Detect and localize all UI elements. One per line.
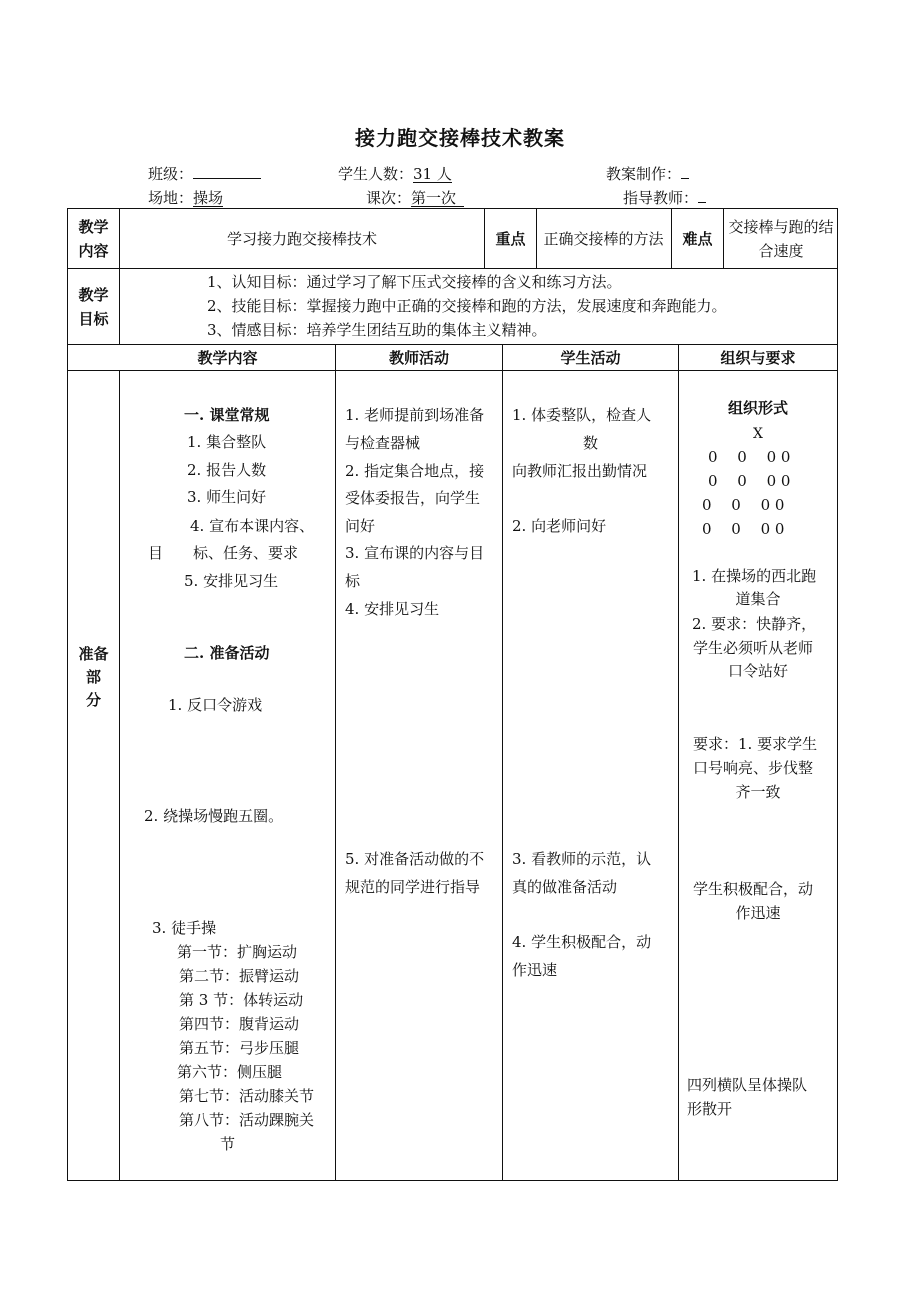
students-value: 31 人 (413, 165, 452, 183)
org-title: 组织形式 (727, 399, 788, 417)
teacher-line: 5. 对准备活动做的不 (345, 850, 485, 868)
class-field (148, 163, 261, 184)
row1-header-line1: 教学 (78, 217, 109, 236)
goal-2: 2、技能目标：掌握接力跑中正确的交接棒和跑的方法，发展速度和奔跑能力。 (207, 297, 727, 315)
formation-row: 0 0 0 0 (708, 448, 791, 466)
org-req-line: 口令站好 (727, 662, 788, 680)
guide-field (623, 187, 706, 208)
guide-label: 指导教师： (623, 189, 699, 207)
teacher-position-mark: X (753, 426, 763, 442)
col-header-content: 教学内容 (197, 348, 258, 367)
org-req-line: 要求：1. 要求学生 (693, 735, 818, 753)
venue-value: 操场 (193, 189, 224, 207)
warmup-jog: 2. 绕操场慢跑五圈。 (144, 807, 284, 825)
org-req-line: 齐一致 (735, 783, 781, 801)
guide-blank (698, 202, 706, 203)
col-header-teacher: 教师活动 (388, 348, 449, 367)
col-header-org: 组织与要求 (720, 348, 796, 367)
teacher-line: 2. 指定集合地点，接 (345, 462, 485, 480)
row1-header (68, 209, 119, 268)
org-req-line: 口号响亮、步伐整 (693, 759, 814, 777)
goal-3: 3、情感目标：培养学生团结互助的集体主义精神。 (207, 321, 547, 339)
gym-section: 第二节：振臂运动 (179, 967, 300, 985)
key-point-value: 正确交接棒的方法 (543, 229, 664, 248)
author-label: 教案制作： (606, 165, 682, 183)
teacher-line: 3. 宣布课的内容与目 (345, 544, 485, 562)
page-title: 接力跑交接棒技术教案 (355, 126, 565, 150)
formation-row: 0 0 0 0 (702, 496, 785, 514)
org-req-line: 道集合 (735, 590, 781, 608)
routine-item: 3. 师生问好 (187, 488, 267, 506)
student-line: 真的做准备活动 (512, 878, 618, 896)
org-req-line: 作迅速 (735, 904, 781, 922)
org-req-line: 形散开 (687, 1100, 733, 1118)
formation-row: 0 0 0 0 (702, 520, 785, 538)
student-line: 2. 向老师问好 (512, 517, 607, 535)
student-line: 4. 学生积极配合，动 (512, 933, 652, 951)
student-line: 1. 体委整队，检查人 (512, 406, 652, 424)
gym-section: 第一节：扩胸运动 (177, 943, 298, 961)
warmup-game: 1. 反口令游戏 (168, 696, 263, 714)
col-header-student: 学生活动 (560, 348, 621, 367)
gym-section: 第四节：腹背运动 (179, 1015, 300, 1033)
student-line: 数 (583, 434, 599, 452)
routine-item: 2. 报告人数 (187, 461, 267, 479)
teacher-line: 受体委报告，向学生 (345, 489, 481, 507)
gym-section: 第七节：活动膝关节 (179, 1087, 315, 1105)
row2-header (68, 269, 119, 344)
difficulty-label: 难点 (682, 229, 713, 248)
goal-1: 1、认知目标：通过学习了解下压式交接棒的含义和练习方法。 (207, 273, 622, 291)
student-line: 3. 看教师的示范，认 (512, 850, 652, 868)
org-req-line: 1. 在操场的西北跑 (692, 567, 817, 585)
org-req-line: 学生积极配合，动 (693, 880, 814, 898)
routine-item: 5. 安排见习生 (184, 572, 279, 590)
teacher-line: 标 (345, 572, 361, 590)
gym-section: 第 3 节：体转运动 (179, 991, 304, 1009)
lesson-field (366, 187, 464, 208)
section-label-line1: 准备 (78, 645, 109, 663)
row1-header-line2: 内容 (78, 241, 109, 260)
org-req-line: 四列横队呈体操队 (687, 1076, 808, 1094)
class-label: 班级： (148, 165, 194, 183)
student-line: 作迅速 (512, 961, 558, 979)
class-blank (193, 178, 261, 179)
gym-section: 第六节：侧压腿 (177, 1063, 283, 1081)
section-label-line2: 部 (85, 668, 101, 686)
difficulty-value: 交接棒与跑的结合速度 (728, 217, 834, 260)
warmup-gym: 3. 徒手操 (152, 919, 217, 937)
content-heading-warmup: 二. 准备活动 (184, 644, 270, 662)
author-field (606, 163, 689, 184)
section-label-line3: 分 (85, 691, 101, 709)
section-label (68, 643, 119, 712)
teacher-line: 与检查器械 (345, 434, 421, 452)
row2-header-line1: 教学 (78, 285, 109, 304)
lesson-value: 第一次 (411, 191, 464, 207)
venue-label: 场地： (148, 189, 194, 207)
teacher-line: 问好 (345, 517, 376, 535)
teacher-line: 规范的同学进行指导 (345, 878, 481, 896)
gym-section: 节 (220, 1135, 236, 1153)
student-line: 向教师汇报出勤情况 (512, 462, 648, 480)
routine-item: 4. 宣布本课内容、 (190, 517, 315, 535)
gym-section: 第八节：活动踝腕关 (179, 1111, 315, 1129)
content-heading-routine: 一. 课堂常规 (184, 406, 270, 424)
students-field (338, 163, 452, 184)
venue-field (148, 187, 223, 208)
row2-header-line2: 目标 (78, 309, 109, 328)
gym-section: 第五节：弓步压腿 (179, 1039, 300, 1057)
author-blank (681, 178, 689, 179)
key-point-label: 重点 (495, 229, 526, 248)
lesson-content: 学习接力跑交接棒技术 (226, 229, 377, 248)
teacher-line: 1. 老师提前到场准备 (345, 406, 485, 424)
formation-row: 0 0 0 0 (708, 472, 791, 490)
org-req-line: 2. 要求：快静齐， (692, 615, 817, 633)
routine-item: 目 标、任务、要求 (148, 544, 299, 562)
teacher-line: 4. 安排见习生 (345, 600, 440, 618)
lesson-label: 课次： (366, 189, 412, 207)
students-label: 学生人数： (338, 165, 414, 183)
org-req-line: 学生必须听从老师 (693, 639, 814, 657)
routine-item: 1. 集合整队 (187, 433, 267, 451)
